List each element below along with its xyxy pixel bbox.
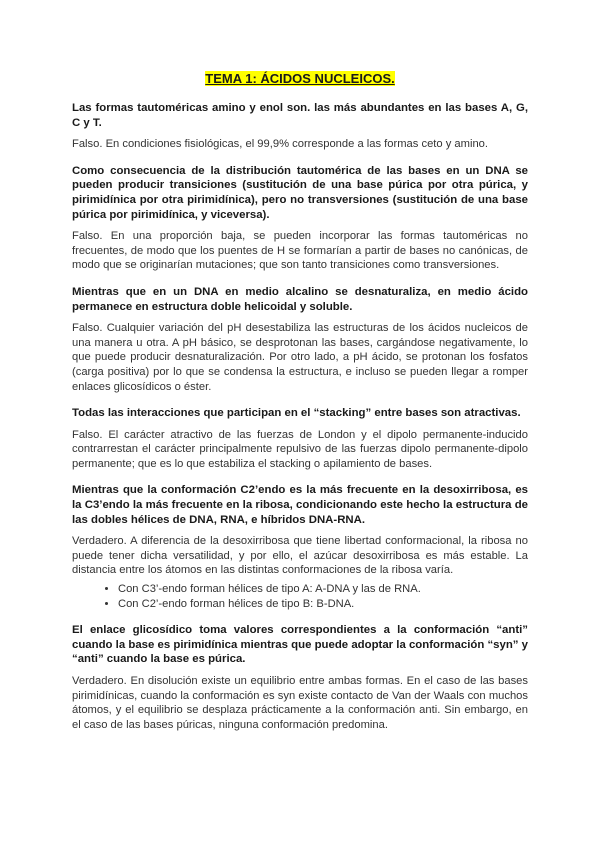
answer-2: Falso. En una proporción baja, se pueden incorporar las formas tautoméricas no frecuentes, de modo que los puentes de H se formarían a partir de bases no canónicas, de modo que se originarían mutaciones; que son tanto transiciones como transversiones. xyxy=(72,230,528,272)
question-4: Todas las interacciones que participan en el “stacking” entre bases son atractivas. xyxy=(72,407,521,420)
answer-4: Falso. El carácter atractivo de las fuerzas de London y el dipolo permanente-inducido contrarrestan el carácter principalmente repulsivo de las fuerzas dipolo permanente-dipolo permanente; que es lo que estabiliza el stacking o apilamiento de bases. xyxy=(72,428,528,470)
answer-6: Verdadero. En disolución existe un equilibrio entre ambas formas. En el caso de las bases pirimidínicas, cuando la conformación es syn existe contacto de Van der Waals con muchos átomos, y el equilibrio se desplaza prácticamente a la conformación anti. Sin embargo, en el caso de las bases púricas, ninguna conformación predomina. xyxy=(72,675,528,731)
question-2: Como consecuencia de la distribución tautomérica de las bases en un DNA se pueden producir transiciones (sustitución de una base púrica por otra púrica, y pirimidínica por otra pirimidínica), pero no transversiones (sustitución de una base púrica por pirimidínica, y viceversa). xyxy=(72,164,528,221)
answer-1: Falso. En condiciones fisiológicas, el 99,9% corresponde a las formas ceto y amino. xyxy=(72,138,489,151)
question-1: Las formas tautoméricas amino y enol son. las más abundantes en las bases A, G, C y T. xyxy=(72,102,528,129)
question-5: Mientras que la conformación C2’endo es la más frecuente en la desoxirribosa, es la C3’endo la más frecuente en la ribosa, condicionando este hecho la estructura de las dobles hélices de DNA, RNA, e híbridos DNA-RNA. xyxy=(72,484,528,526)
bullet-item: • Con C2’-endo forman hélices de tipo B: B-DNA. xyxy=(118,597,528,612)
document-title xyxy=(72,70,528,87)
question-6: El enlace glicosídico toma valores correspondientes a la conformación “anti” cuando la base es pirimidínica mientras que puede adoptar la conformación “syn” y “anti” cuando la base es púrica. xyxy=(72,624,528,666)
question-3: Mientras que en un DNA en medio alcalino se desnaturaliza, en medio ácido permanece en estructura doble helicoidal y soluble. xyxy=(72,285,528,313)
bullet-item: • Con C3’-endo forman hélices de tipo A: A-DNA y las de RNA. xyxy=(118,582,528,597)
document-title-text: TEMA 1: ÁCIDOS NUCLEICOS. xyxy=(205,71,395,86)
answer-5-bullet-list xyxy=(72,582,528,611)
answer-3: Falso. Cualquier variación del pH desestabiliza las estructuras de los ácidos nucleicos de una manera u otra. A pH básico, se desprotonan las bases, cargándose negativamente, lo que puede producir desnaturalización. Por otro lado, a pH ácido, se protonan los fosfatos (carga positiva) por lo que se condensa la estructura, e incluso se pueden llegar a romper enlaces glicosídicos o éster. xyxy=(72,322,528,393)
answer-5: Verdadero. A diferencia de la desoxirribosa que tiene libertad conformacional, la ribosa no puede tener dicha versatilidad, y por ello, el azúcar desoxirribosa es más estable. La distancia entre los átomos en las distintas conformaciones de la ribosa varía. xyxy=(72,535,528,577)
